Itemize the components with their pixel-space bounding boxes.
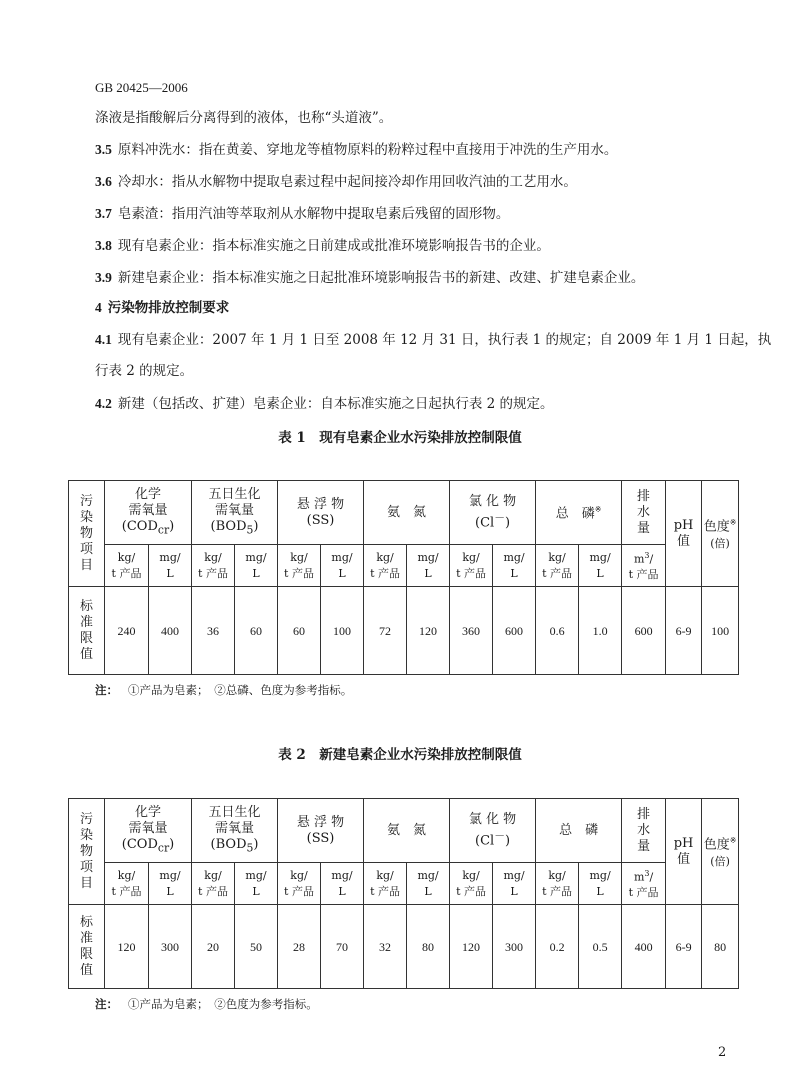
unit-cell: kg/ t 产品 bbox=[536, 863, 579, 905]
unit-cell: mg/ L bbox=[493, 863, 536, 905]
note-label: 注： bbox=[95, 997, 118, 1011]
section-heading-4 bbox=[95, 298, 735, 318]
pollutant-item-header: 污 染 物 项 目 bbox=[69, 481, 105, 587]
chroma-header: 色度※ (倍) bbox=[702, 799, 739, 905]
chloride-header: 氯 化 物 (Cl－) bbox=[450, 799, 536, 863]
limit-value: 300 bbox=[149, 905, 192, 989]
note-label: 注： bbox=[95, 683, 118, 697]
standard-code: GB 20425—2006 bbox=[95, 80, 188, 95]
limit-value: 6-9 bbox=[666, 905, 702, 989]
limit-value: 80 bbox=[407, 905, 450, 989]
unit-cell: mg/ L bbox=[235, 863, 278, 905]
unit-cell: kg/ t 产品 bbox=[105, 545, 149, 587]
ph-header: pH 值 bbox=[666, 481, 702, 587]
clause-number: 4.2 bbox=[95, 396, 112, 411]
unit-cell: mg/ L bbox=[407, 863, 450, 905]
unit-cell: kg/ t 产品 bbox=[536, 545, 579, 587]
unit-cell: mg/ L bbox=[493, 545, 536, 587]
section-title: 污染物排放控制要求 bbox=[107, 300, 230, 316]
unit-cell: mg/ L bbox=[235, 545, 278, 587]
table-2-note bbox=[95, 996, 318, 1012]
paragraph-3-5 bbox=[95, 140, 735, 160]
ammonia-nitrogen-header: 氨 氮 bbox=[364, 481, 450, 545]
limit-value: 28 bbox=[278, 905, 321, 989]
ss-header: 悬 浮 物 (SS) bbox=[278, 799, 364, 863]
table-2 bbox=[68, 798, 739, 989]
reference-mark: ※ bbox=[729, 836, 737, 846]
unit-cell: kg/ t 产品 bbox=[450, 545, 493, 587]
unit-cell: mg/ L bbox=[579, 545, 622, 587]
limit-value: 60 bbox=[278, 587, 321, 675]
table-1-title: 表 1 现有皂素企业水污染排放控制限值 bbox=[278, 430, 522, 446]
unit-cell: mg/ L bbox=[321, 545, 364, 587]
limit-value: 100 bbox=[321, 587, 364, 675]
clause-number: 3.7 bbox=[95, 206, 112, 221]
limit-value: 60 bbox=[235, 587, 278, 675]
unit-cell: kg/ t 产品 bbox=[450, 863, 493, 905]
paragraph-4-1-cont bbox=[95, 361, 735, 381]
paragraph-4-1 bbox=[95, 330, 772, 350]
paragraph-text: 行表 2 的规定。 bbox=[95, 363, 194, 379]
bod-header: 五日生化 需氧量 $(BOD_5)$ bbox=[192, 481, 278, 545]
limit-value: 0.5 bbox=[579, 905, 622, 989]
chloride-header: 氯 化 物 (Cl－) bbox=[450, 481, 536, 545]
table-1 bbox=[68, 480, 739, 675]
paragraph-text: 现有皂素企业：指本标准实施之日前建成或批准环境影响报告书的企业。 bbox=[117, 238, 550, 254]
discharge-volume-header: 排 水 量 bbox=[622, 481, 666, 545]
limit-value: 100 bbox=[702, 587, 739, 675]
clause-number: 3.9 bbox=[95, 270, 112, 285]
discharge-volume-header: 排 水 量 bbox=[622, 799, 666, 863]
unit-cell: kg/ t 产品 bbox=[278, 863, 321, 905]
total-phosphorus-header: 总 磷 bbox=[536, 799, 622, 863]
unit-cell: kg/ t 产品 bbox=[192, 863, 235, 905]
note-text: ①产品为皂素； ②色度为参考指标。 bbox=[128, 997, 318, 1011]
limit-value: 120 bbox=[105, 905, 149, 989]
limit-value: 20 bbox=[192, 905, 235, 989]
limit-value: 1.0 bbox=[579, 587, 622, 675]
reference-mark: ※ bbox=[729, 518, 737, 528]
unit-cell: $m^3/$ t 产品 bbox=[622, 863, 666, 905]
paragraph-3-8 bbox=[95, 236, 735, 256]
unit-cell: mg/ L bbox=[321, 863, 364, 905]
limit-value: 0.6 bbox=[536, 587, 579, 675]
clause-number: 4 bbox=[95, 300, 102, 315]
limit-value: 600 bbox=[493, 587, 536, 675]
table-2-title: 表 2 新建皂素企业水污染排放控制限值 bbox=[278, 747, 522, 763]
paragraph-text: 现有皂素企业：2007 年 1 月 1 日至 2008 年 12 月 31 日，执行表 1 的规定；自 2009 年 1 月 1 日起，执 bbox=[117, 332, 772, 348]
unit-cell: kg/ t 产品 bbox=[364, 545, 407, 587]
unit-cell: kg/ t 产品 bbox=[192, 545, 235, 587]
limit-value: 80 bbox=[702, 905, 739, 989]
standard-limit-label: 标 准 限 值 bbox=[69, 587, 105, 675]
page-number: 2 bbox=[718, 1045, 727, 1060]
chroma-header: 色度※ (倍) bbox=[702, 481, 739, 587]
paragraph-text: 新建皂素企业：指本标准实施之日起批准环境影响报告书的新建、改建、扩建皂素企业。 bbox=[117, 270, 645, 286]
paragraph-4-2 bbox=[95, 394, 735, 414]
paragraph-text: 原料冲洗水：指在黄姜、穿地龙等植物原料的粉粹过程中直接用于冲洗的生产用水。 bbox=[117, 142, 618, 158]
paragraph-text: 涤液是指酸解后分离得到的液体，也称“头道液”。 bbox=[95, 110, 393, 126]
clause-number: 3.6 bbox=[95, 174, 112, 189]
paragraph-3-4-cont bbox=[95, 108, 735, 128]
paragraph-3-6 bbox=[95, 172, 735, 192]
limit-value: 240 bbox=[105, 587, 149, 675]
unit-cell: mg/ L bbox=[149, 863, 192, 905]
cod-header: 化学 需氧量 $(COD_{cr})$ bbox=[105, 481, 192, 545]
unit-cell: kg/ t 产品 bbox=[278, 545, 321, 587]
ss-header: 悬 浮 物 (SS) bbox=[278, 481, 364, 545]
limit-value: 70 bbox=[321, 905, 364, 989]
paragraph-3-7 bbox=[95, 204, 735, 224]
limit-value: 50 bbox=[235, 905, 278, 989]
limit-value: 360 bbox=[450, 587, 493, 675]
paragraph-text: 新建（包括改、扩建）皂素企业：自本标准实施之日起执行表 2 的规定。 bbox=[117, 396, 554, 412]
table-1-note bbox=[95, 682, 352, 698]
total-phosphorus-header: 总 磷※ bbox=[536, 481, 622, 545]
ammonia-nitrogen-header: 氨 氮 bbox=[364, 799, 450, 863]
unit-cell: kg/ t 产品 bbox=[105, 863, 149, 905]
unit-cell: mg/ L bbox=[149, 545, 192, 587]
clause-number: 3.8 bbox=[95, 238, 112, 253]
note-text: ①产品为皂素； ②总磷、色度为参考指标。 bbox=[128, 683, 353, 697]
cod-header: 化学 需氧量 $(COD_{cr})$ bbox=[105, 799, 192, 863]
bod-header: 五日生化 需氧量 $(BOD_5)$ bbox=[192, 799, 278, 863]
clause-number: 3.5 bbox=[95, 142, 112, 157]
clause-number: 4.1 bbox=[95, 332, 112, 347]
limit-value: 32 bbox=[364, 905, 407, 989]
unit-cell: kg/ t 产品 bbox=[364, 863, 407, 905]
pollutant-item-header: 污 染 物 项 目 bbox=[69, 799, 105, 905]
limit-value: 600 bbox=[622, 587, 666, 675]
limit-value: 0.2 bbox=[536, 905, 579, 989]
limit-value: 120 bbox=[450, 905, 493, 989]
limit-value: 6-9 bbox=[666, 587, 702, 675]
unit-cell: mg/ L bbox=[407, 545, 450, 587]
limit-value: 400 bbox=[622, 905, 666, 989]
paragraph-text: 冷却水：指从水解物中提取皂素过程中起间接冷却作用回收汽油的工艺用水。 bbox=[117, 174, 577, 190]
limit-value: 300 bbox=[493, 905, 536, 989]
standard-limit-label: 标 准 限 值 bbox=[69, 905, 105, 989]
paragraph-text: 皂素渣：指用汽油等萃取剂从水解物中提取皂素后残留的固形物。 bbox=[117, 206, 510, 222]
reference-mark: ※ bbox=[594, 505, 602, 515]
ph-header: pH 值 bbox=[666, 799, 702, 905]
paragraph-3-9 bbox=[95, 268, 735, 288]
unit-cell: mg/ L bbox=[579, 863, 622, 905]
limit-value: 36 bbox=[192, 587, 235, 675]
limit-value: 400 bbox=[149, 587, 192, 675]
unit-cell: $m^3/$ t 产品 bbox=[622, 545, 666, 587]
limit-value: 120 bbox=[407, 587, 450, 675]
limit-value: 72 bbox=[364, 587, 407, 675]
